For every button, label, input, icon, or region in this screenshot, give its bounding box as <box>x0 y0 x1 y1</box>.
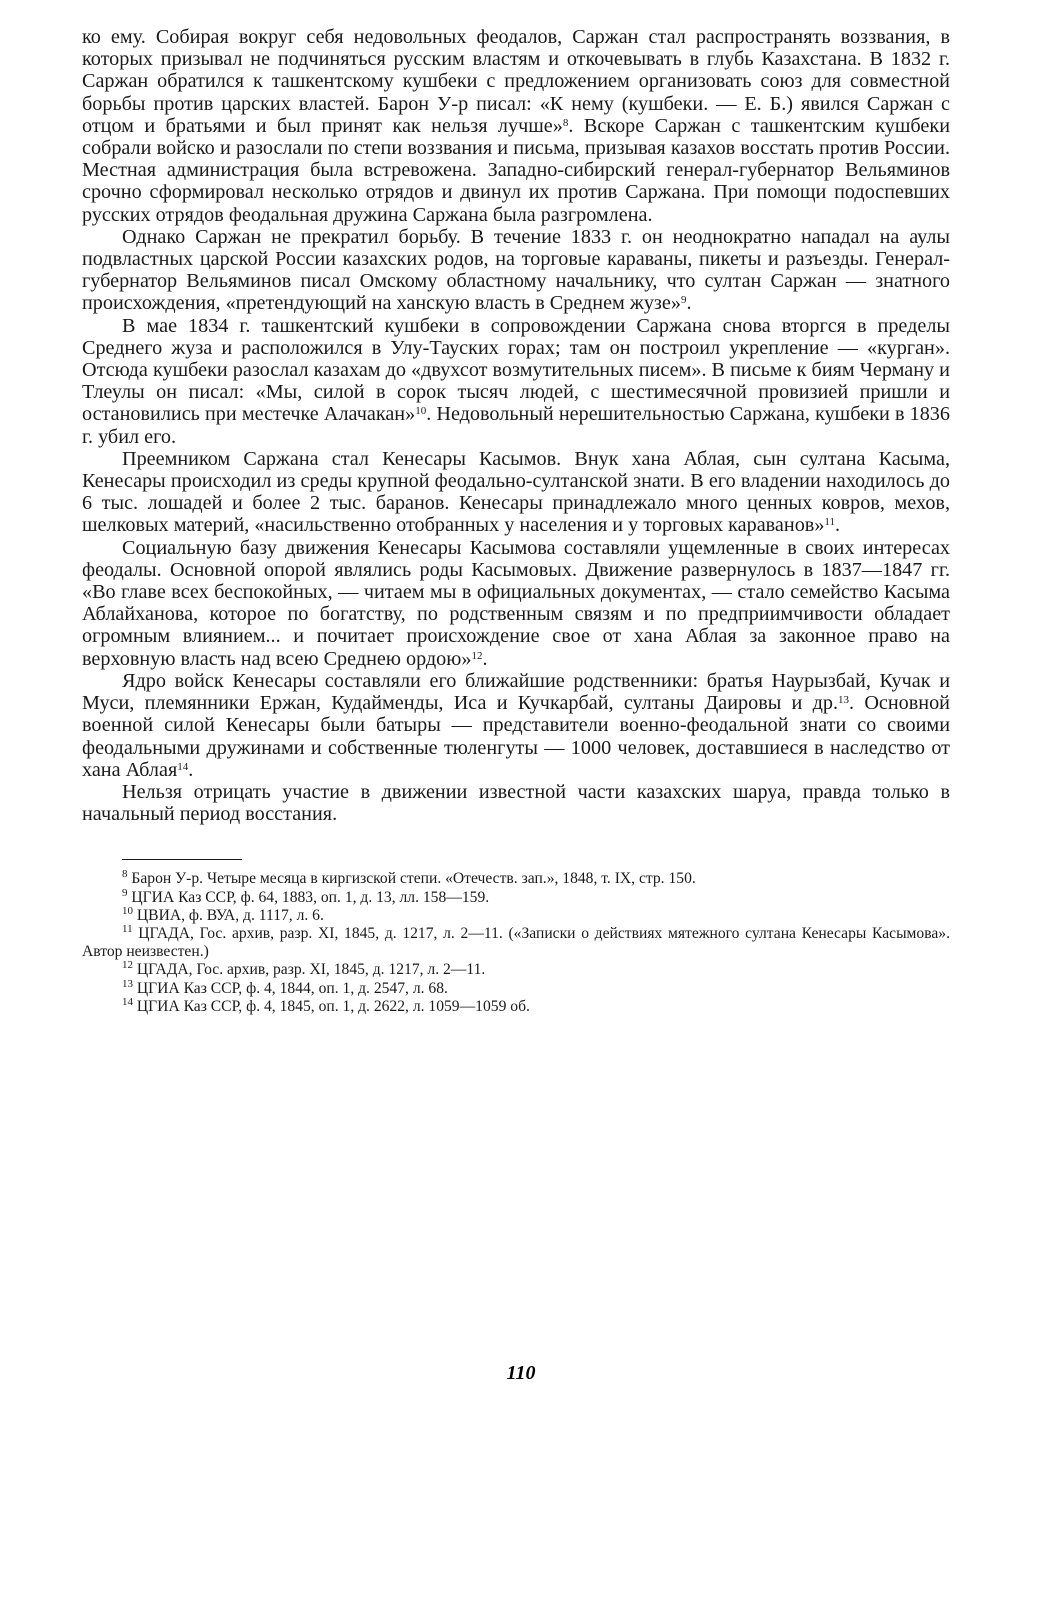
footnote-ref: 8 <box>562 116 569 129</box>
paragraph: Преемником Саржана стал Кенесары Касымов. Внук хана Аблая, сын султана Касыма, Кенесары происходил из среды крупной феодально-султанской знати. В его владении находилось до 6 тыс. лошадей и более 2 тыс. баранов. Кенесары принадлежало много ценных ковров, мехов, шелковых материй, «насильственно отобранных у населения и у торговых караванов»$^{11}$. <box>82 447 950 537</box>
footnote-divider <box>122 859 242 860</box>
paragraph: Однако Саржан не прекратил борьбу. В течение 1833 г. он неоднократно нападал на аулы подвластных царской России казахских родов, на торговые караваны, пикеты и разъезды. Генерал-губернатор Вельяминов писал Омскому областному начальнику, что султан Саржан — знатного происхождения, «претендующий на ханскую власть в Среднем жузе»$^9$. <box>82 225 950 315</box>
footnote-ref: 11 <box>824 516 836 529</box>
paragraph: В мае 1834 г. ташкентский кушбеки в сопровождении Саржана снова вторгся в пределы Среднего жуза и расположился в Улу-Тауских горах; там он построил укрепление — «курган». Отсюда кушбеки разослал казахам до «двухсот возмутительных писем». В письме к биям Черману и Тлеулы он писал: «Мы, силой в сорок тысяч людей, с шестимесячной провизией пришли и остановились при местечке Алачакан»$^{10}$. Недовольный нерешительностью Саржана, кушбеки в 1836 г. убил его. <box>82 314 950 448</box>
page-number: 110 <box>506 1362 536 1384</box>
footnote: $^{14}$ ЦГИА Каз ССР, ф. 4, 1845, оп. 1, д. 2622, л. 1059—1059 об. <box>122 995 530 1015</box>
paragraph: ко ему. Собирая вокруг себя недовольных феодалов, Саржан стал распространять воззвания, в которых призывал не подчиняться русским властям и откочевывать в глубь Казахстана. В 1832 г. Саржан обратился к ташкентскому кушбеки с предложением организовать союз для совместной борьбы против царских властей. Барон У-р писал: «К нему (кушбеки. — Е. Б.) явился Саржан с отцом и братьями и был принят как нельзя лучше»$^8$. Вскоре Саржан с ташкентским кушбеки собрали войско и разослали по степи воззвания и письма, призывая казахов восстать против России. Местная администрация была встревожена. Западно-сибирский генерал-губернатор Вельяминов срочно сформировал несколько отрядов и двинул их против Саржана. При помощи подоспевших русских отрядов феодальная дружина Саржана была разгромлена. <box>82 26 950 226</box>
paragraph: Нельзя отрицать участие в движении известной части казахских шаруа, правда только в начальный период восстания. <box>82 780 950 826</box>
footnote: $^{12}$ ЦГАДА, Гос. архив, разр. XI, 1845, д. 1217, л. 2—11. <box>122 959 486 979</box>
footnotes <box>82 870 950 1016</box>
footnote: $^{11}$ ЦГАДА, Гос. архив, разр. XI, 1845, д. 1217, л. 2—11. («Записки о действиях мятежного султана Кенесары Касымова». Автор неизвестен.) <box>82 922 950 961</box>
footnote-ref: 9 <box>680 294 687 307</box>
paragraph: Социальную базу движения Кенесары Касымова составляли ущемленные в своих интересах феодалы. Основной опорой являлись роды Касымовых. Движение развернулось в 1837—1847 гг. «Во главе всех беспокойных, — читаем мы в официальных документах, — стало семейство Касыма Аблайханова, которое по богатству, по родственным связям и по предприимчивости обладает огромным влиянием... и почитает происхождение свое от хана Аблая за законное право на верховную власть над всею Среднею ордою»$^{12}$. <box>82 536 950 670</box>
footnote: $^{10}$ ЦВИА, ф. ВУА, д. 1117, л. 6. <box>122 904 324 924</box>
footnote-ref: 14 <box>177 760 189 773</box>
footnote: $^9$ ЦГИА Каз ССР, ф. 64, 1883, оп. 1, д. 13, лл. 158—159. <box>122 886 490 906</box>
footnote: $^8$ Барон У-р. Четыре месяца в киргизской степи. «Отечеств. зап.», 1848, т. IX, стр. 150. <box>122 868 696 888</box>
document-page <box>82 26 950 1016</box>
paragraph: Ядро войск Кенесары составляли его ближайшие родственники: братья Наурызбай, Кучак и Муси, племянники Ержан, Кудайменды, Иса и Кучкарбай, султаны Даировы и др.$^{13}$. Основной военной силой Кенесары были батыры — представители военно-феодальной знати со своими феодальными дружинами и собственные тюленгуты — 1000 человек, доставшиеся в наследство от хана Аблая$^{14}$. <box>82 669 950 781</box>
main-text <box>82 26 950 825</box>
footnote: $^{13}$ ЦГИА Каз ССР, ф. 4, 1844, оп. 1, д. 2547, л. 68. <box>122 977 448 997</box>
footnote-ref: 10 <box>415 405 427 418</box>
footnote-ref: 13 <box>838 694 850 707</box>
footnote-ref: 12 <box>471 649 483 662</box>
